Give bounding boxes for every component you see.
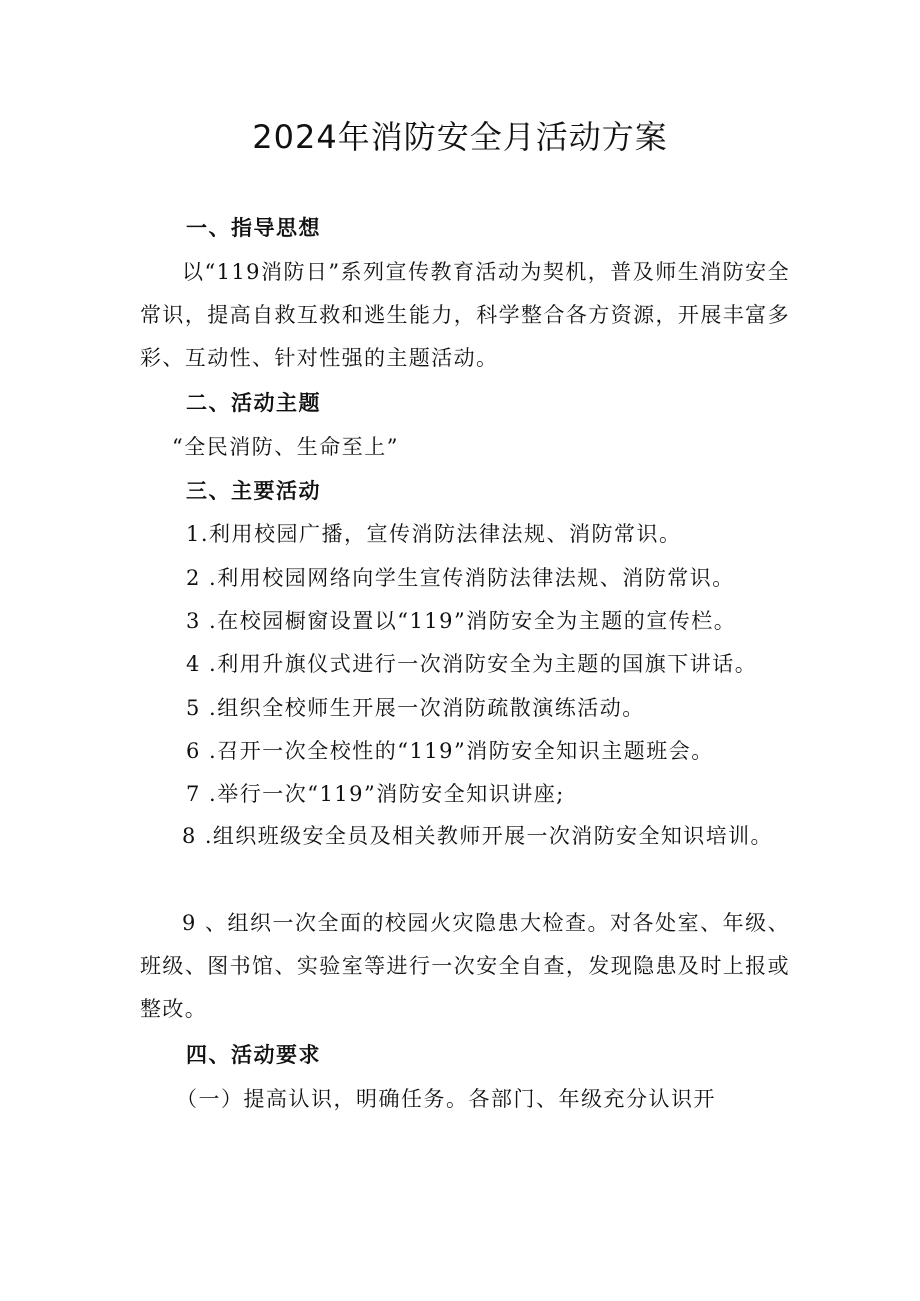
list-item: 4 .利用升旗仪式进行一次消防安全为主题的国旗下讲话。 <box>186 652 758 676</box>
list-item: 1.利用校园广播，宣传消防法律法规、消防常识。 <box>186 522 682 546</box>
activity-theme-slogan: “全民消防、生命至上” <box>172 435 399 459</box>
section-paragraph-activity-requirements: （一）提高认识，明确任务。各部门、年级充分认识开 <box>176 1087 716 1111</box>
document-title: 2024年消防安全月活动方案 <box>252 118 668 156</box>
list-item: 9 、组织一次全面的校园火灾隐患大检查。对各处室、年级、班级、图书馆、实验室等进行一次安全自查，发现隐患及时上报或整改。 <box>140 911 790 1021</box>
list-item: 6 .召开一次全校性的“119”消防安全知识主题班会。 <box>186 739 714 763</box>
section-heading-main-activities: 三、主要活动 <box>186 479 321 503</box>
section-paragraph-guiding-thought: 以“119消防日”系列宣传教育活动为契机，普及师生消防安全常识，提高自救互救和逃生能力，科学整合各方资源，开展丰富多彩、互动性、针对性强的主题活动。 <box>140 260 790 370</box>
section-heading-activity-theme: 二、活动主题 <box>186 391 321 415</box>
list-item: 7 .举行一次“119”消防安全知识讲座; <box>186 782 565 806</box>
list-item: 2 .利用校园网络向学生宣传消防法律法规、消防常识。 <box>186 566 735 590</box>
list-item: 3 .在校园橱窗设置以“119”消防安全为主题的宣传栏。 <box>186 609 737 633</box>
list-item: 5 .组织全校师生开展一次消防疏散演练活动。 <box>186 696 645 720</box>
section-heading-guiding-thought: 一、指导思想 <box>186 216 321 240</box>
list-item: 8 .组织班级安全员及相关教师开展一次消防安全知识培训。 <box>182 824 773 848</box>
section-heading-activity-requirements: 四、活动要求 <box>186 1043 321 1067</box>
